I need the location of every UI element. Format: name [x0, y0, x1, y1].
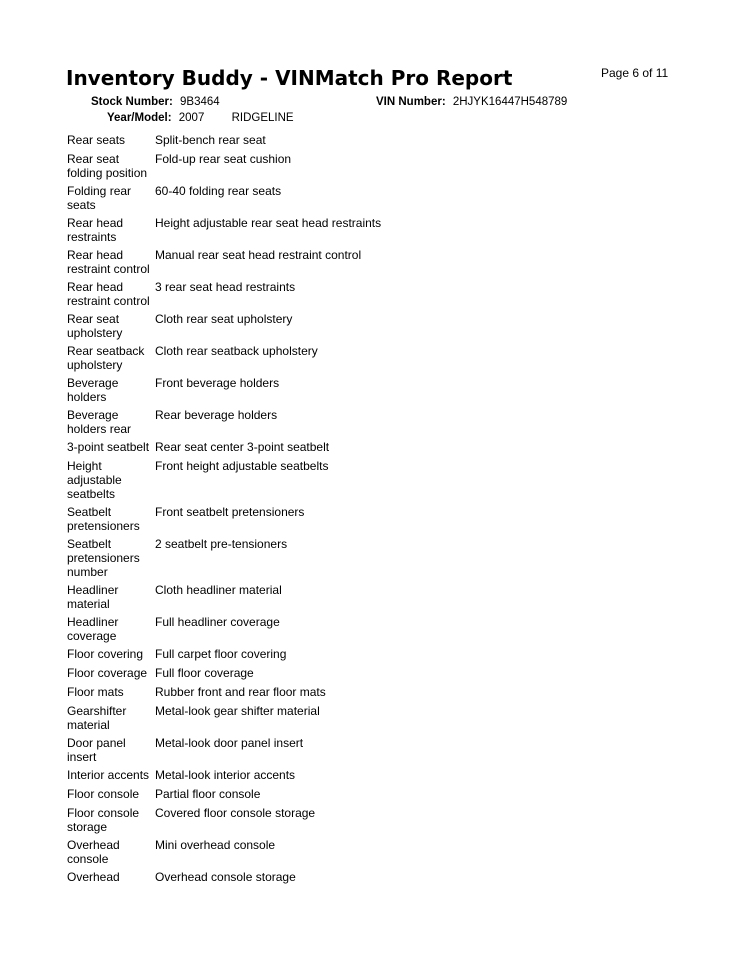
table-row: [67, 870, 667, 884]
table-row: [67, 537, 667, 579]
row-value: Front height adjustable seatbelts: [155, 459, 329, 473]
row-value: Cloth rear seat upholstery: [155, 312, 293, 326]
row-label: Interior accents: [67, 768, 150, 782]
row-value: 2 seatbelt pre-tensioners: [155, 537, 288, 551]
table-row: [67, 216, 667, 244]
row-value: Metal-look gear shifter material: [155, 704, 320, 718]
vin-number-value: 2HJYK16447H548789: [452, 96, 568, 108]
table-row: [67, 152, 667, 180]
table-row: [67, 647, 667, 661]
row-label: Headliner coverage: [67, 615, 119, 643]
table-row: [67, 615, 667, 643]
page-number: Page 6 of 11: [601, 66, 669, 80]
row-label: Rear head restraints: [67, 216, 124, 244]
table-row: [67, 133, 667, 147]
row-value: Split-bench rear seat: [155, 133, 266, 147]
row-label: Rear head restraint control: [67, 280, 150, 308]
row-value: Cloth rear seatback upholstery: [155, 344, 318, 358]
table-row: [67, 505, 667, 533]
row-value: Metal-look interior accents: [155, 768, 296, 782]
table-row: [67, 376, 667, 404]
table-row: [67, 459, 667, 501]
year-model: [107, 112, 294, 124]
row-label: Floor console storage: [67, 806, 140, 834]
vin-number: [376, 96, 567, 108]
table-row: [67, 838, 667, 866]
table-row: [67, 787, 667, 801]
stock-number: [91, 96, 220, 108]
row-label: 3-point seatbelt: [67, 440, 150, 454]
table-row: [67, 184, 667, 212]
row-label: Rear seats: [67, 133, 126, 147]
row-value: Manual rear seat head restraint control: [155, 248, 362, 262]
row-value: Rear seat center 3-point seatbelt: [155, 440, 330, 454]
table-row: [67, 685, 667, 699]
row-label: Seatbelt pretensioners number: [67, 537, 140, 579]
table-row: [67, 408, 667, 436]
row-value: Height adjustable rear seat head restraints: [155, 216, 382, 230]
row-label: Overhead console: [67, 838, 120, 866]
row-label: Seatbelt pretensioners: [67, 505, 140, 533]
table-row: [67, 704, 667, 732]
row-value: 60-40 folding rear seats: [155, 184, 282, 198]
row-label: Overhead: [67, 870, 120, 884]
row-label: Floor mats: [67, 685, 124, 699]
row-label: Door panel insert: [67, 736, 126, 764]
row-value: Metal-look door panel insert: [155, 736, 304, 750]
row-label: Rear seat upholstery: [67, 312, 123, 340]
table-row: [67, 806, 667, 834]
row-value: Front beverage holders: [155, 376, 280, 390]
stock-number-value: 9B3464: [180, 96, 220, 108]
year-model-label: Year/Model:: [107, 112, 172, 124]
row-label: Beverage holders: [67, 376, 119, 404]
row-value: Full floor coverage: [155, 666, 254, 680]
row-value: Rear beverage holders: [155, 408, 278, 422]
table-row: [67, 312, 667, 340]
row-value: Covered floor console storage: [155, 806, 316, 820]
row-label: Rear head restraint control: [67, 248, 150, 276]
row-label: Beverage holders rear: [67, 408, 132, 436]
year-value: 2007: [178, 112, 205, 124]
row-value: Front seatbelt pretensioners: [155, 505, 305, 519]
table-row: [67, 248, 667, 276]
vin-number-label: VIN Number:: [376, 96, 446, 108]
row-value: Fold-up rear seat cushion: [155, 152, 292, 166]
row-value: Full headliner coverage: [155, 615, 280, 629]
row-label: Floor covering: [67, 647, 144, 661]
row-label: Floor coverage: [67, 666, 148, 680]
report-title: Inventory Buddy - VINMatch Pro Report: [66, 66, 513, 90]
stock-number-label: Stock Number:: [91, 96, 173, 108]
row-value: 3 rear seat head restraints: [155, 280, 296, 294]
row-label: Rear seat folding position: [67, 152, 148, 180]
row-value: Full carpet floor covering: [155, 647, 287, 661]
row-label: Gearshifter material: [67, 704, 127, 732]
row-label: Rear seatback upholstery: [67, 344, 145, 372]
table-row: [67, 666, 667, 680]
row-value: Mini overhead console: [155, 838, 276, 852]
table-row: [67, 736, 667, 764]
table-row: [67, 280, 667, 308]
table-row: [67, 440, 667, 454]
row-value: Partial floor console: [155, 787, 261, 801]
row-value: Overhead console storage: [155, 870, 296, 884]
table-row: [67, 768, 667, 782]
row-value: Rubber front and rear floor mats: [155, 685, 326, 699]
table-row: [67, 344, 667, 372]
row-label: Floor console: [67, 787, 140, 801]
row-value: Cloth headliner material: [155, 583, 282, 597]
model-value: RIDGELINE: [231, 112, 294, 124]
row-label: Height adjustable seatbelts: [67, 459, 122, 501]
row-label: Headliner material: [67, 583, 119, 611]
table-row: [67, 583, 667, 611]
row-label: Folding rear seats: [67, 184, 132, 212]
